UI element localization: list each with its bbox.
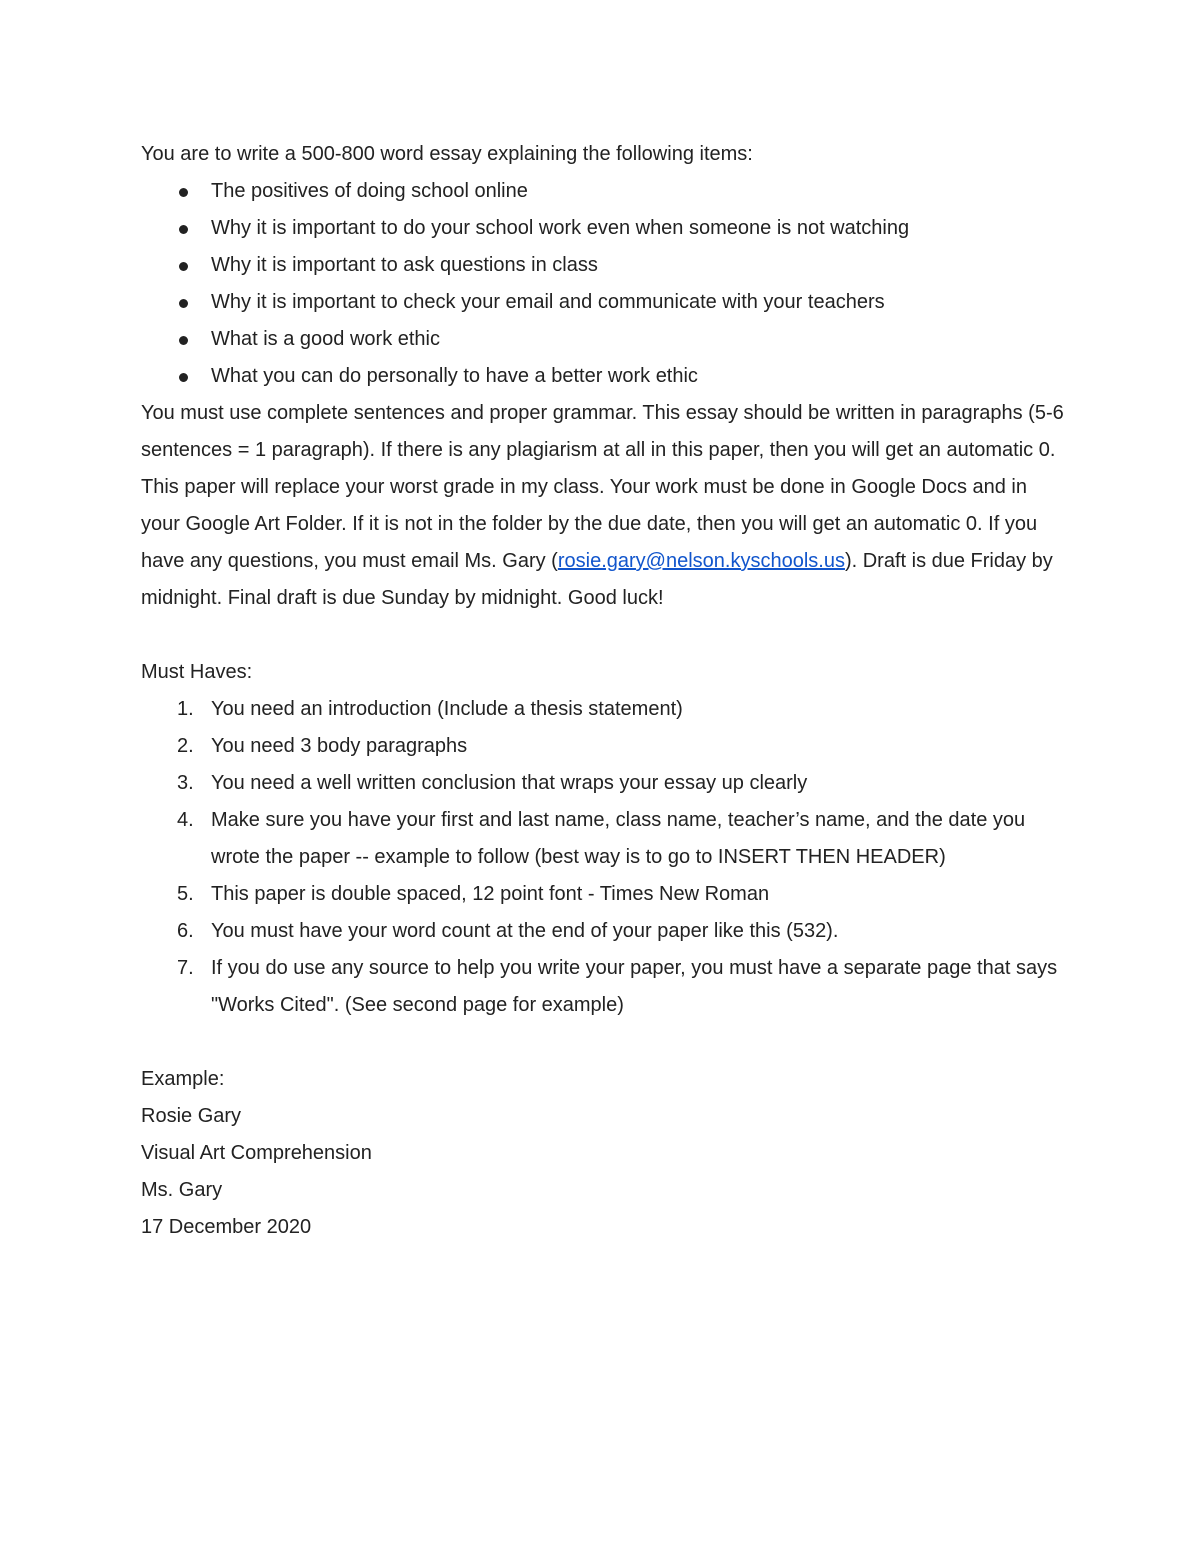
item-number: 4.: [177, 809, 194, 831]
example-name: Rosie Gary: [141, 1105, 242, 1127]
items-list: [141, 173, 1071, 395]
example-date: 17 December 2020: [141, 1216, 312, 1238]
blank-line: [141, 1024, 1071, 1061]
bullet-icon: [179, 225, 188, 234]
list-item: What you can do personally to have a better work ethic: [141, 358, 1071, 395]
example-teacher: Ms. Gary: [141, 1179, 223, 1201]
item-number: 6.: [177, 920, 194, 942]
email-link[interactable]: rosie.gary@nelson.kyschools.us: [557, 550, 845, 572]
example-label: Example:: [141, 1068, 225, 1090]
list-item: 3. You need a well written conclusion that wraps your essay up clearly: [141, 765, 1071, 802]
list-item: What is a good work ethic: [141, 321, 1071, 358]
must-haves-list: [141, 691, 1071, 1024]
bullet-icon: [179, 188, 188, 197]
list-item: Why it is important to check your email and communicate with your teachers: [141, 284, 1071, 321]
item-number: 5.: [177, 883, 194, 905]
example-class-name: Visual Art Comprehension: [141, 1142, 372, 1164]
item-number: 7.: [177, 957, 194, 979]
list-item: 7. If you do use any source to help you write your paper, you must have a separate page that says "Works Cited". (See second page for example): [141, 950, 1071, 1024]
list-item: 4. Make sure you have your first and last name, class name, teacher’s name, and the date you wrote the paper -- example to follow (best way is to go to INSERT THEN HEADER): [141, 802, 1071, 876]
list-item: 2. You need 3 body paragraphs: [141, 728, 1071, 765]
item-number: 3.: [177, 772, 194, 794]
list-item: 6. You must have your word count at the end of your paper like this (532).: [141, 913, 1071, 950]
item-number: 1.: [177, 698, 194, 720]
list-item: 5. This paper is double spaced, 12 point font - Times New Roman: [141, 876, 1071, 913]
intro-paragraph: You are to write a 500-800 word essay explaining the following items:: [141, 143, 753, 165]
list-item: 1. You need an introduction (Include a thesis statement): [141, 691, 1071, 728]
list-item: Why it is important to do your school work even when someone is not watching: [141, 210, 1071, 247]
bullet-icon: [179, 299, 188, 308]
bullet-icon: [179, 262, 188, 271]
blank-line: [141, 617, 1071, 654]
list-item: Why it is important to ask questions in class: [141, 247, 1071, 284]
must-haves-heading: Must Haves:: [141, 661, 253, 683]
document-body: [141, 136, 1071, 1246]
bullet-icon: [179, 373, 188, 382]
item-number: 2.: [177, 735, 194, 757]
bullet-icon: [179, 336, 188, 345]
instructions-paragraph: You must use complete sentences and proper grammar. This essay should be written in paragraphs (5-6 sentences = 1 paragraph). If there is any plagiarism at all in this paper, then you will get an automatic 0. This paper will replace your worst grade in my class. Your work must be done in Google Docs and in your Google Art Folder. If it is not in the folder by the due date, then you will get an automatic 0. If you have any questions, you must email Ms. Gary (rosie.gary@nelson.kyschools.us). Draft is due Friday by midnight. Final draft is due Sunday by midnight. Good luck!: [141, 402, 1064, 609]
list-item: The positives of doing school online: [141, 173, 1071, 210]
